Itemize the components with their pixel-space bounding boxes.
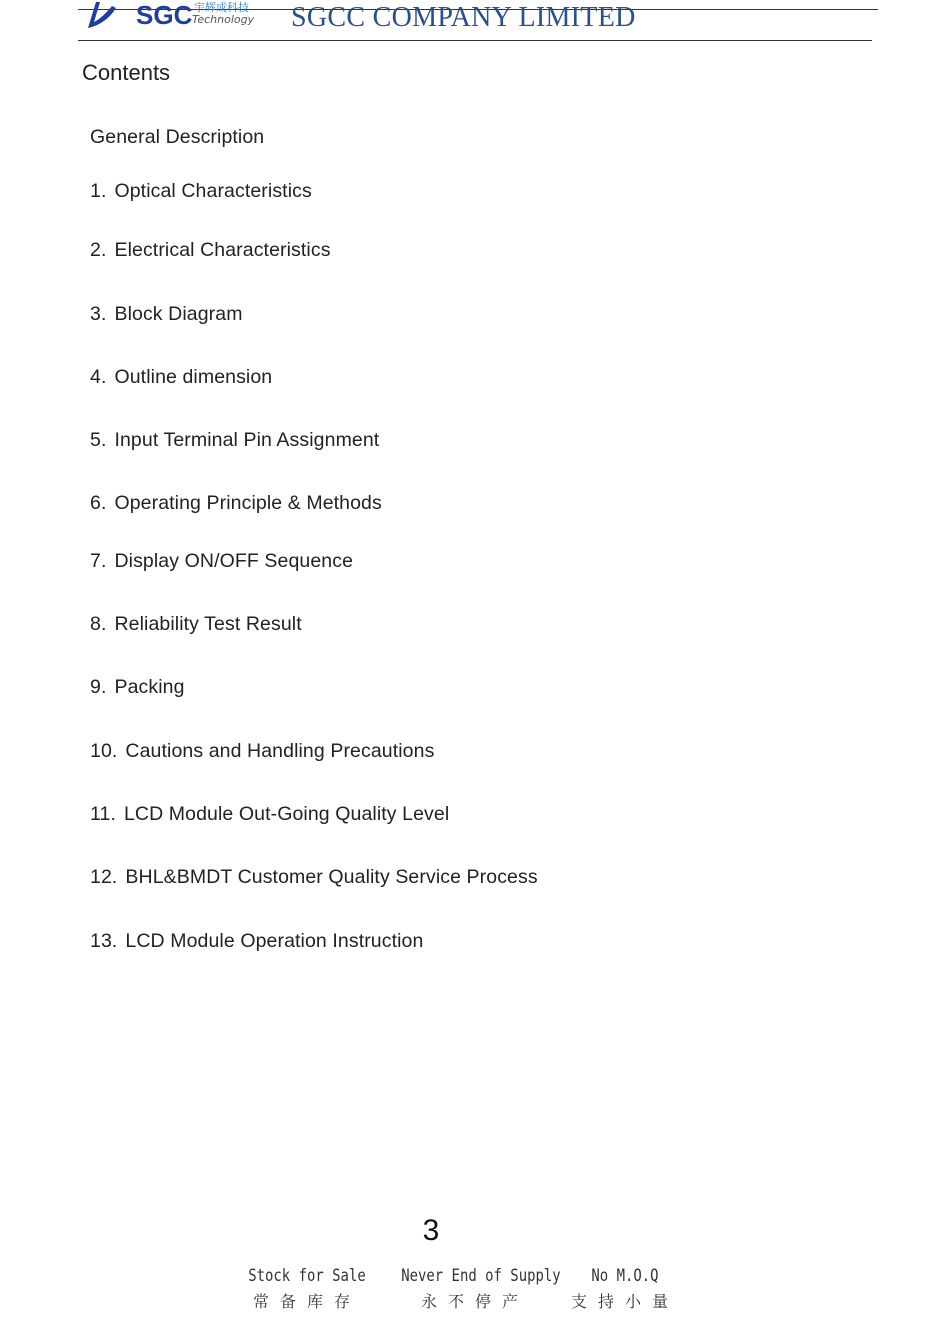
header-rule-bottom: [78, 40, 872, 41]
logo-cn-text: 宇辉成科技: [194, 1, 249, 14]
toc-label: Reliability Test Result: [114, 613, 302, 635]
logo-text: SGC: [136, 0, 193, 30]
toc-number: 8.: [90, 613, 107, 635]
toc-label: Electrical Characteristics: [114, 239, 331, 261]
toc-label: Input Terminal Pin Assignment: [114, 429, 380, 451]
toc-number: 9.: [90, 676, 107, 698]
toc-number: 12.: [90, 866, 118, 888]
toc-label: Operating Principle & Methods: [114, 492, 382, 514]
toc-item: [90, 126, 264, 149]
toc-label: LCD Module Operation Instruction: [125, 930, 424, 952]
company-name: SGCC COMPANY LIMITED: [291, 2, 636, 33]
toc-item: [90, 740, 434, 763]
footer-slogan-cn: 常备库存: [252, 1292, 361, 1311]
company-logo: [86, 0, 261, 30]
footer-slogan-en: Never End of Supply: [401, 1266, 561, 1286]
toc-item: [90, 550, 353, 573]
toc-number: 6.: [90, 492, 107, 514]
toc-number: 2.: [90, 239, 107, 261]
toc-item: [90, 866, 538, 889]
toc-item: [90, 492, 382, 515]
footer-slogan-en: Stock for Sale: [248, 1266, 366, 1286]
toc-label: BHL&BMDT Customer Quality Service Process: [125, 866, 538, 888]
toc-item: [90, 239, 331, 262]
toc-number: 13.: [90, 930, 118, 952]
logo-swoosh-icon: [88, 2, 116, 28]
toc-number: 1.: [90, 180, 107, 202]
toc-item: [90, 930, 423, 953]
toc-item: [90, 613, 302, 636]
footer-slogan-stock: [232, 1266, 382, 1312]
toc-item: [90, 303, 243, 326]
footer-slogan-supply: [385, 1266, 565, 1312]
footer-slogan-cn: 支持小量: [570, 1292, 679, 1311]
page-number: 3: [422, 1214, 440, 1247]
logo-sub-text: Technology: [192, 13, 255, 26]
toc-label: LCD Module Out-Going Quality Level: [123, 803, 450, 825]
toc-item: [90, 180, 312, 203]
toc-item: [90, 366, 272, 389]
toc-number: 3.: [90, 303, 107, 325]
toc-label: Optical Characteristics: [114, 180, 312, 202]
contents-heading: Contents: [82, 60, 171, 85]
toc-number: 11.: [90, 803, 116, 825]
toc-label: General Description: [90, 126, 265, 148]
toc-number: 5.: [90, 429, 107, 451]
footer-slogan-cn: 永不停产: [420, 1292, 529, 1311]
footer-slogan-moq: [570, 1266, 680, 1312]
toc-label: Outline dimension: [114, 366, 273, 388]
toc-number: 10.: [90, 740, 118, 762]
toc-item: [90, 676, 185, 699]
toc-number: 7.: [90, 550, 107, 572]
toc-item: [90, 803, 449, 826]
toc-label: Display ON/OFF Sequence: [114, 550, 354, 572]
toc-item: [90, 429, 379, 452]
toc-label: Cautions and Handling Precautions: [125, 740, 435, 762]
toc-label: Block Diagram: [114, 303, 243, 325]
footer-slogan-en: No M.O.Q: [591, 1266, 659, 1286]
toc-label: Packing: [114, 676, 185, 698]
toc-number: 4.: [90, 366, 107, 388]
